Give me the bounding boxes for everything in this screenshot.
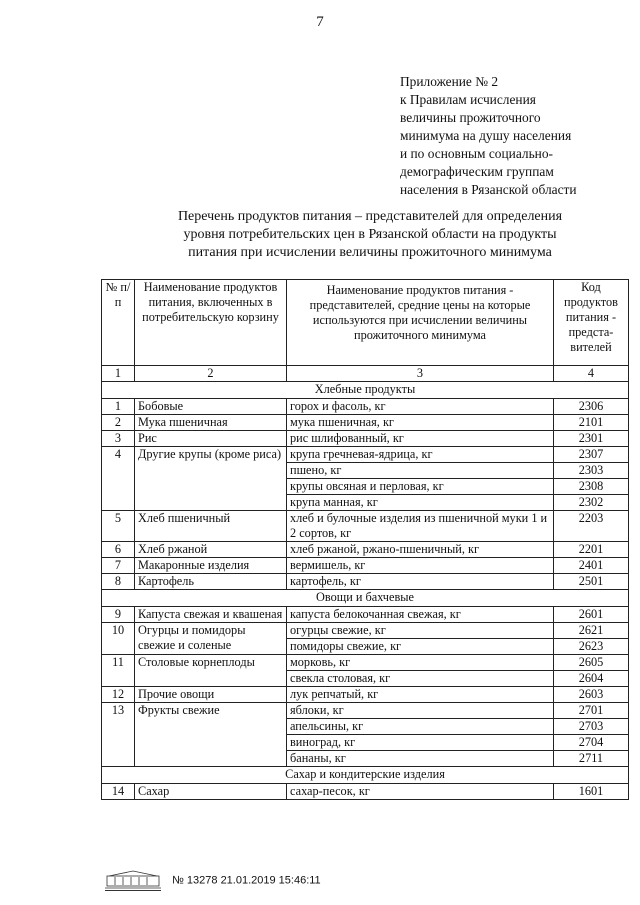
product-code: 2701 [554, 703, 629, 719]
appendix-line: Приложение № 2 [400, 74, 499, 89]
header-representative: Наименование продуктов питания - представителей, средние цены на которые используются при исчислении величины прожиточного минимума [287, 280, 554, 366]
product-code: 2501 [554, 574, 629, 590]
product-group: Картофель [135, 574, 287, 590]
product-group: Макаронные изделия [135, 558, 287, 574]
table-row [102, 703, 629, 719]
representative-product: яблоки, кг [287, 703, 554, 719]
appendix-line: и по основным социально- [400, 146, 554, 161]
table-row [102, 784, 629, 800]
product-code: 2621 [554, 623, 629, 639]
representative-product: картофель, кг [287, 574, 554, 590]
column-number: 4 [554, 366, 629, 382]
representative-product: помидоры свежие, кг [287, 639, 554, 655]
row-number: 9 [102, 607, 135, 623]
representative-product: крупа гречневая-ядрица, кг [287, 447, 554, 463]
representative-product: пшено, кг [287, 463, 554, 479]
product-code: 1601 [554, 784, 629, 800]
product-code: 2711 [554, 751, 629, 767]
table-row [102, 542, 629, 558]
header-group: Наименование продуктов питания, включенных в потребительскую корзину [135, 280, 287, 366]
representative-product: свекла столовая, кг [287, 671, 554, 687]
product-code: 2603 [554, 687, 629, 703]
header-no: № п/п [102, 280, 135, 366]
section-title: Сахар и кондитерские изделия [102, 767, 629, 784]
section-title: Овощи и бахчевые [102, 590, 629, 607]
product-code: 2307 [554, 447, 629, 463]
title-line: питания при исчислении величины прожиточного минимума [188, 245, 552, 260]
table-row [102, 623, 629, 639]
representative-product: крупа манная, кг [287, 495, 554, 511]
building-emblem-icon [105, 870, 161, 891]
product-code: 2601 [554, 607, 629, 623]
product-group: Хлеб ржаной [135, 542, 287, 558]
row-number: 12 [102, 687, 135, 703]
product-code: 2703 [554, 719, 629, 735]
footer [105, 870, 321, 891]
product-group: Другие крупы (кроме риса) [135, 447, 287, 511]
representative-product: лук репчатый, кг [287, 687, 554, 703]
representative-product: виноград, кг [287, 735, 554, 751]
appendix-line: к Правилам исчисления [400, 92, 536, 107]
representative-product: горох и фасоль, кг [287, 399, 554, 415]
row-number: 3 [102, 431, 135, 447]
representative-product: крупы овсяная и перловая, кг [287, 479, 554, 495]
product-code: 2303 [554, 463, 629, 479]
appendix-header [400, 73, 625, 199]
page-number: 7 [316, 14, 324, 30]
table-body [102, 382, 629, 800]
row-number: 7 [102, 558, 135, 574]
representative-product: мука пшеничная, кг [287, 415, 554, 431]
product-group: Огурцы и помидоры свежие и соленые [135, 623, 287, 655]
column-number-row [102, 366, 629, 382]
title-line: Перечень продуктов питания – представителей для определения [177, 209, 563, 224]
table-row [102, 607, 629, 623]
representative-product: сахар-песок, кг [287, 784, 554, 800]
table-row [102, 511, 629, 542]
table-header-row [102, 280, 629, 366]
row-number: 1 [102, 399, 135, 415]
row-number: 13 [102, 703, 135, 767]
row-number: 5 [102, 511, 135, 542]
product-group: Прочие овощи [135, 687, 287, 703]
representative-product: апельсины, кг [287, 719, 554, 735]
column-number: 3 [287, 366, 554, 382]
column-number: 2 [135, 366, 287, 382]
representative-product: капуста белокочанная свежая, кг [287, 607, 554, 623]
product-code: 2401 [554, 558, 629, 574]
section-row [102, 382, 629, 399]
product-group: Хлеб пшеничный [135, 511, 287, 542]
section-title: Хлебные продукты [102, 382, 629, 399]
product-group: Столовые корнеплоды [135, 655, 287, 687]
appendix-line: демографическим группам [400, 164, 554, 179]
product-code: 2302 [554, 495, 629, 511]
representative-product: хлеб и булочные изделия из пшеничной муки 1 и 2 сортов, кг [287, 511, 554, 542]
document-registration-number: № 13278 21.01.2019 15:46:11 [172, 874, 321, 887]
representative-product: вермишель, кг [287, 558, 554, 574]
document-title [135, 208, 605, 262]
appendix-line: минимума на душу населения [400, 128, 572, 143]
row-number: 11 [102, 655, 135, 687]
row-number: 4 [102, 447, 135, 511]
section-row [102, 590, 629, 607]
product-group: Сахар [135, 784, 287, 800]
representative-product: морковь, кг [287, 655, 554, 671]
representative-product: бананы, кг [287, 751, 554, 767]
appendix-line: населения в Рязанской области [400, 182, 577, 197]
title-line: уровня потребительских цен в Рязанской области на продукты [183, 227, 557, 242]
table-row [102, 687, 629, 703]
product-code: 2301 [554, 431, 629, 447]
product-code: 2201 [554, 542, 629, 558]
product-group: Рис [135, 431, 287, 447]
appendix-line: величины прожиточного [400, 110, 541, 125]
representative-product: рис шлифованный, кг [287, 431, 554, 447]
row-number: 14 [102, 784, 135, 800]
column-number: 1 [102, 366, 135, 382]
row-number: 10 [102, 623, 135, 655]
product-code: 2203 [554, 511, 629, 542]
table-row [102, 655, 629, 671]
representative-product: хлеб ржаной, ржано-пшеничный, кг [287, 542, 554, 558]
product-code: 2604 [554, 671, 629, 687]
product-code: 2704 [554, 735, 629, 751]
representative-product: огурцы свежие, кг [287, 623, 554, 639]
table-row [102, 431, 629, 447]
header-code: Код продуктов питания - предста-вителей [554, 280, 629, 366]
table-row [102, 558, 629, 574]
table-row [102, 415, 629, 431]
product-group: Бобовые [135, 399, 287, 415]
product-code: 2308 [554, 479, 629, 495]
row-number: 8 [102, 574, 135, 590]
row-number: 2 [102, 415, 135, 431]
table-row [102, 399, 629, 415]
product-code: 2623 [554, 639, 629, 655]
products-table [101, 279, 629, 800]
product-code: 2101 [554, 415, 629, 431]
product-group: Фрукты свежие [135, 703, 287, 767]
table-row [102, 574, 629, 590]
section-row [102, 767, 629, 784]
row-number: 6 [102, 542, 135, 558]
table-row [102, 447, 629, 463]
product-code: 2605 [554, 655, 629, 671]
product-group: Капуста свежая и квашеная [135, 607, 287, 623]
product-group: Мука пшеничная [135, 415, 287, 431]
product-code: 2306 [554, 399, 629, 415]
